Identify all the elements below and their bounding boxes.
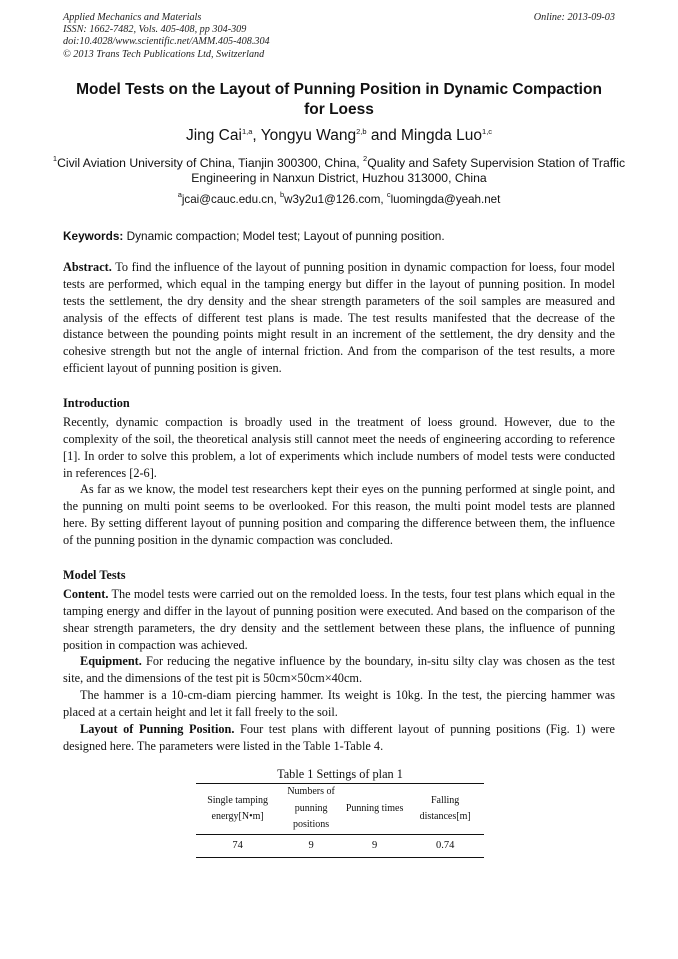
intro-paragraph-2: As far as we know, the model test researchers kept their eyes on the punning performed at single point, and the punning on multi point seems to be overlooked. For this reason, the multi point model tests are planned here. By setting different layout of punning position and comparing the difference between them, the influence of the punning position in the dynamic compaction was concluded. bbox=[63, 482, 615, 547]
keywords-text: Dynamic compaction; Model test; Layout of punning position. bbox=[123, 229, 445, 243]
abstract-paragraph bbox=[63, 259, 615, 377]
table-header-cell: Numbers of punning positions bbox=[279, 784, 343, 835]
email-b: w3y2u1@126.com, bbox=[284, 193, 387, 206]
author-name: Yongyu Wang bbox=[260, 127, 357, 144]
journal-name: Applied Mechanics and Materials bbox=[63, 12, 202, 23]
affiliation-1: Civil Aviation University of China, Tianjin 300300, China, bbox=[57, 156, 364, 170]
affil-sup: 1 bbox=[52, 154, 58, 163]
email-sup: c bbox=[386, 190, 391, 199]
affil-sup: 2 bbox=[363, 154, 368, 163]
equipment-text: For reducing the negative influence by the boundary, in-situ silty clay was chosen as the test site, and the dimensions of the test pit is 50cm×50cm×40cm. bbox=[63, 654, 615, 686]
table-row bbox=[196, 835, 484, 858]
content-paragraph bbox=[63, 586, 615, 653]
table-header-row bbox=[196, 784, 484, 835]
table-1 bbox=[196, 783, 484, 858]
title-line-2: for Loess bbox=[304, 100, 374, 118]
abstract-section bbox=[63, 259, 615, 377]
copyright-line: © 2013 Trans Tech Publications Ltd, Switzerland bbox=[63, 48, 265, 60]
author-sup: 1,c bbox=[482, 127, 493, 136]
title-line-1: Model Tests on the Layout of Punning Position in Dynamic Compaction bbox=[76, 81, 602, 98]
email-sup: b bbox=[280, 190, 285, 199]
introduction-body bbox=[63, 414, 615, 549]
author-emails bbox=[40, 190, 638, 207]
table-1-caption: Table 1 Settings of plan 1 bbox=[277, 767, 403, 781]
affiliations bbox=[50, 156, 628, 186]
journal-header bbox=[63, 12, 615, 61]
layout-label: Layout of Punning Position. bbox=[80, 721, 235, 736]
table-header-cell: Single tamping energy[N•m] bbox=[196, 784, 279, 835]
doi-line: doi:10.4028/www.scientific.net/AMM.405-408.304 bbox=[63, 36, 270, 48]
paper-title bbox=[40, 80, 638, 119]
model-tests-body bbox=[63, 586, 615, 754]
model-tests-heading-wrap bbox=[63, 567, 615, 583]
abstract-text: To find the influence of the layout of punning position in dynamic compaction for loess, four model tests are performed, which equal in the tamping energy but differ in the layout of punning position. In model tests the settlement, the dry density and the shear strength parameters of the soil samples are measured and analysis of the effects of different test plans is made. The test results manifested that the decrease of the distance between the pounding points might result in an increment of the settlement, the dry density and the cohesive strength but not the angle of internal friction. And from the comparison of the test results, a more efficient layout of punning position is given. bbox=[63, 260, 615, 376]
keywords-label: Keywords: bbox=[63, 229, 124, 243]
table-cell: 0.74 bbox=[406, 835, 484, 858]
table-header-cell: Punning times bbox=[343, 784, 406, 835]
table-cell: 9 bbox=[279, 835, 343, 858]
intro-paragraph-1: Recently, dynamic compaction is broadly used in the treatment of loess ground. However, due to the complexity of the soil, the theoretical analysis still cannot meet the needs of engineering according to reference [1]. In order to solve this problem, a lot of experiments which include numbers of model tests were conducted in references [2-6]. bbox=[63, 415, 615, 480]
email-c: luomingda@yeah.net bbox=[390, 193, 501, 206]
issn-line: ISSN: 1662-7482, Vols. 405-408, pp 304-309 bbox=[63, 24, 247, 36]
email-a: jcai@cauc.edu.cn, bbox=[181, 193, 280, 206]
content-text: The model tests were carried out on the remolded loess. In the tests, four test plans which equal in the tamping energy and differ in the layout of punning position were executed. And based on the comparison of the shear strength parameters, the dry density and the settlement between these plans, the influence of punning position in compaction was achieved. bbox=[63, 587, 615, 652]
table-header-cell: Falling distances[m] bbox=[406, 784, 484, 835]
author-sep: and bbox=[366, 127, 402, 144]
author-list bbox=[40, 127, 638, 145]
author-sup: 2,b bbox=[356, 127, 367, 136]
content-label: Content. bbox=[63, 587, 109, 601]
online-date: Online: 2013-09-03 bbox=[533, 12, 615, 23]
author-sep: , bbox=[252, 127, 261, 144]
keywords bbox=[63, 229, 615, 243]
author-name: Mingda Luo bbox=[401, 127, 483, 144]
abstract-label: Abstract. bbox=[63, 260, 112, 274]
equipment-paragraph bbox=[63, 653, 615, 687]
table-cell: 74 bbox=[196, 835, 279, 858]
introduction-heading: Introduction bbox=[63, 396, 130, 410]
model-tests-heading: Model Tests bbox=[63, 568, 126, 582]
table-cell: 9 bbox=[343, 835, 406, 858]
email-sup: a bbox=[177, 190, 182, 199]
author-sup: 1,a bbox=[241, 127, 253, 136]
author-name: Jing Cai bbox=[185, 127, 242, 144]
introduction-section bbox=[63, 395, 615, 411]
layout-paragraph bbox=[63, 721, 615, 755]
affiliation-2: Quality and Safety Supervision Station of Traffic Engineering in Nanxun District, Huzhou 313000, China bbox=[191, 156, 626, 186]
hammer-paragraph: The hammer is a 10-cm-diam piercing hammer. Its weight is 10kg. In the test, the piercing hammer was placed at a certain height and let it fall freely to the soil. bbox=[63, 688, 615, 719]
equipment-label: Equipment. bbox=[80, 654, 142, 669]
layout-text: Four test plans with different layout of punning positions (Fig. 1) were designed here. The parameters were listed in the Table 1-Table 4. bbox=[63, 721, 615, 753]
